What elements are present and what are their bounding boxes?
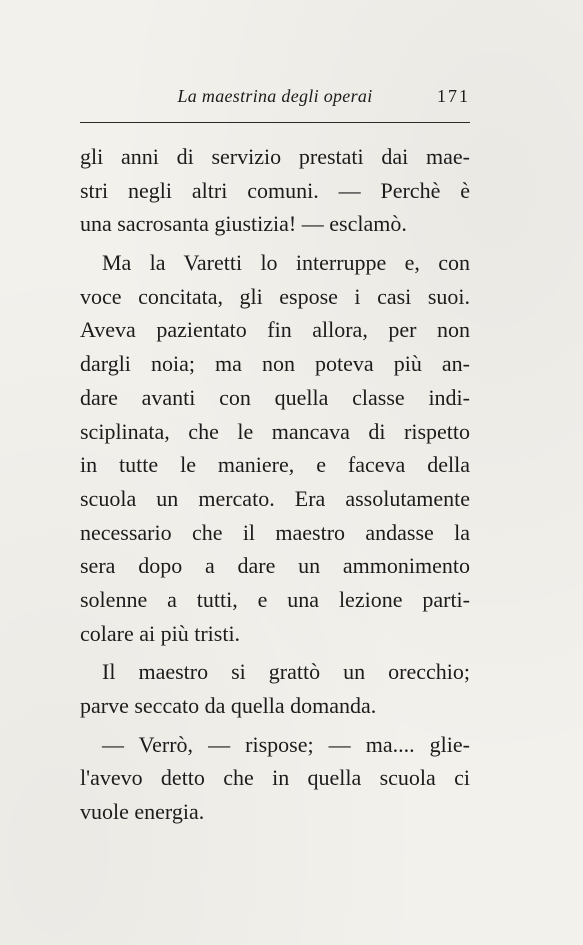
text-line: sera dopo a dare un ammonimento bbox=[80, 553, 470, 579]
text-line: voce concitata, gli espose i casi suoi. bbox=[80, 283, 470, 309]
text-line: sciplinata, che le mancava di rispetto bbox=[80, 418, 470, 444]
running-title: La maestrina degli operai bbox=[177, 86, 373, 106]
paragraph-1 bbox=[80, 140, 470, 241]
text-line: Il maestro si grattò un orecchio; bbox=[102, 659, 470, 685]
text-line: l'avevo detto che in quella scuola ci bbox=[80, 765, 470, 791]
text-line: dare avanti con quella classe indi- bbox=[80, 384, 470, 410]
text-line: parve seccato da quella domanda. bbox=[80, 693, 377, 718]
text-line: dargli noia; ma non poteva più an- bbox=[80, 351, 470, 377]
text-line: colare ai più tristi. bbox=[80, 620, 241, 646]
body-text bbox=[80, 140, 470, 829]
running-head bbox=[80, 84, 470, 108]
text-line: in tutte le maniere, e faceva della bbox=[80, 452, 470, 478]
text-line: stri negli altri comuni. — Perchè è bbox=[80, 177, 470, 203]
paragraph-3 bbox=[80, 655, 470, 722]
text-line: — Verrò, — rispose; — ma.... glie- bbox=[102, 731, 470, 757]
header-rule bbox=[80, 122, 470, 123]
paragraph-4 bbox=[80, 728, 470, 829]
text-line: vuole energia. bbox=[80, 799, 205, 825]
text-line: solenne a tutti, e una lezione parti- bbox=[80, 586, 470, 612]
text-line: gli anni di servizio prestati dai mae- bbox=[80, 144, 470, 169]
text-line: necessario che il maestro andasse la bbox=[80, 519, 470, 545]
page-number: 171 bbox=[437, 86, 470, 106]
text-line: scuola un mercato. Era assolutamente bbox=[80, 485, 470, 511]
paragraph-2 bbox=[80, 246, 470, 650]
text-line: Aveva pazientato fin allora, per non bbox=[80, 317, 470, 343]
text-line: una sacrosanta giustizia! — esclamò. bbox=[80, 211, 407, 237]
text-line: Ma la Varetti lo interruppe e, con bbox=[102, 250, 470, 276]
